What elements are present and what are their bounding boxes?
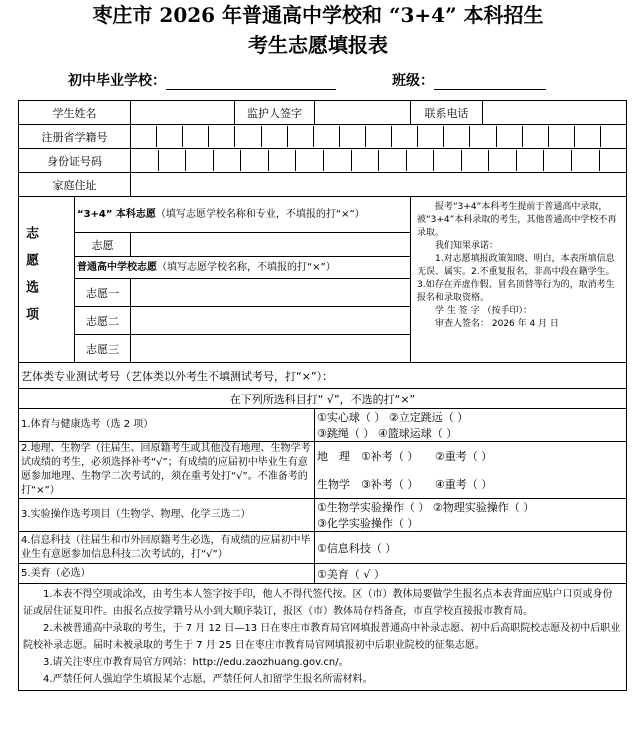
note-3: 3.请关注枣庄市教育局官方网站：http://edu.zaozhuang.gov.cn/。 [43,657,349,668]
student-name-label: 学生姓名 [19,101,131,125]
select-header: 在下列所选科目打“ √”，不选的打“×” [19,389,627,409]
note-1: 1.本表不得空项或涂改，由考生本人签字按手印，他人不得代签代按。区（市）教体局要做学生报名点本表背面应贴户口页或身份证或居住证复印件。由报名点按学籍号从小到大顺序装订，报区（市）教体局存档备查，市直学校直接报市教育局。 [23,589,613,617]
wish-2-label: 志愿二 [75,307,131,335]
item-3-desc: 3.实验操作选考项目（生物学、物理、化学三选二） [19,499,315,532]
wish-1-cell[interactable] [131,279,411,307]
notes-box [19,584,627,691]
note-4: 4.严禁任何人强迫学生填报某个志愿，严禁任何人扣留学生报名所需材料。 [43,674,373,685]
class-field[interactable]: 班级： [392,70,546,90]
form-title: 枣庄市 2026 年普通高中学校和 “3+4” 本科招生 [92,3,544,27]
art-test-row[interactable]: 艺体类专业测试考号（艺体类以外考生不填测试考号，打“×”）： [19,363,627,389]
phone-cell[interactable] [483,101,627,125]
address-cell[interactable] [131,173,627,197]
item-3-options[interactable]: ①生物学实验操作（ ） ②物理实验操作（ ） ③化学实验操作（ ） [315,499,627,532]
phone-label: 联系电话 [411,101,483,125]
school-field[interactable]: 初中毕业学校： [68,70,336,90]
wish-hgz-header: 普通高中学校志愿（填写志愿学校名称，不填报的打“×”） [75,257,411,279]
student-id-label: 注册省学籍号 [19,125,131,149]
idcard-grid[interactable] [131,149,627,173]
guardian-label: 监护人签字 [235,101,315,125]
item-5-options[interactable]: ①美育（ √ ） [315,564,627,584]
item-2-options[interactable]: 地 理 ①补考（ ） ②重考（ ） 生物学 ③补考（ ） ④重考（ ） [315,442,627,499]
wish-34-header: “3+4” 本科志愿（填写志愿学校名称和专业，不填报的打“×”） [75,197,411,233]
item-4-options[interactable]: ①信息科技（ ） [315,532,627,564]
item-1-desc: 1.体育与健康选考（选 2 项） [19,409,315,442]
wish-2-cell[interactable] [131,307,411,335]
item-4-desc: 4.信息科技（往届生和市外回原籍考生必选，有成绩的应届初中毕业生有意愿参加信息科技二次考试的，打“√”） [19,532,315,564]
idcard-label: 身份证号码 [19,149,131,173]
address-label: 家庭住址 [19,173,131,197]
notice-box: 报考“3+4”本科考生提前于普通高中录取，被“3+4”本科录取的考生，其他普通高中学校不再录取。 我们知果承诺： 1.对志愿填报政策知晓、明白，本表所填信息无误、属实。2.不重复报名，非高中段在籍学生。3.如存在弄虚作假、冒名顶替等行为的，取消考生报名和录取资格。 学 生 签 字 （按手印）： 审查人签名： 2026 年 4 月 日 [411,197,627,363]
wish-3-cell[interactable] [131,335,411,363]
item-1-options[interactable]: ①实心球（ ） ②立定跳远（ ） ③跳绳（ ） ④篮球运球（ ） [315,409,627,442]
student-name-cell[interactable] [131,101,235,125]
wish-3-label: 志愿三 [75,335,131,363]
student-id-grid[interactable] [131,125,627,149]
wish-34-cell[interactable] [131,233,411,257]
item-5-desc: 5.美育（必选） [19,564,315,584]
class-blank[interactable] [434,73,546,90]
guardian-cell[interactable] [315,101,411,125]
wish-1-label: 志愿一 [75,279,131,307]
note-2: 2.未被普通高中录取的考生，于 7 月 12 日—13 日在枣庄市教育局官网填报普通高中补录志愿、初中后高职院校志愿及初中后职业院校补录志愿。届时未被录取的考生于 7 月 25 日在枣庄市教育局官网填报初中后职业院校的征集志愿。 [23,623,621,651]
wish-side-label: 志愿选项 [19,197,75,363]
item-2-desc: 2.地理、生物学（往届生、回原籍考生或其他没有地理、生物学考试成绩的考生，必须选择补考“√”；有成绩的应届初中毕业生有意愿参加地理、生物学二次考试的，须在重考处打“√”。不准备考的打“×”） [19,442,315,499]
wish-34-label: 志愿 [75,233,131,257]
form-subtitle: 考生志愿填报表 [248,33,388,57]
application-table [18,100,627,691]
school-blank[interactable] [166,73,336,90]
